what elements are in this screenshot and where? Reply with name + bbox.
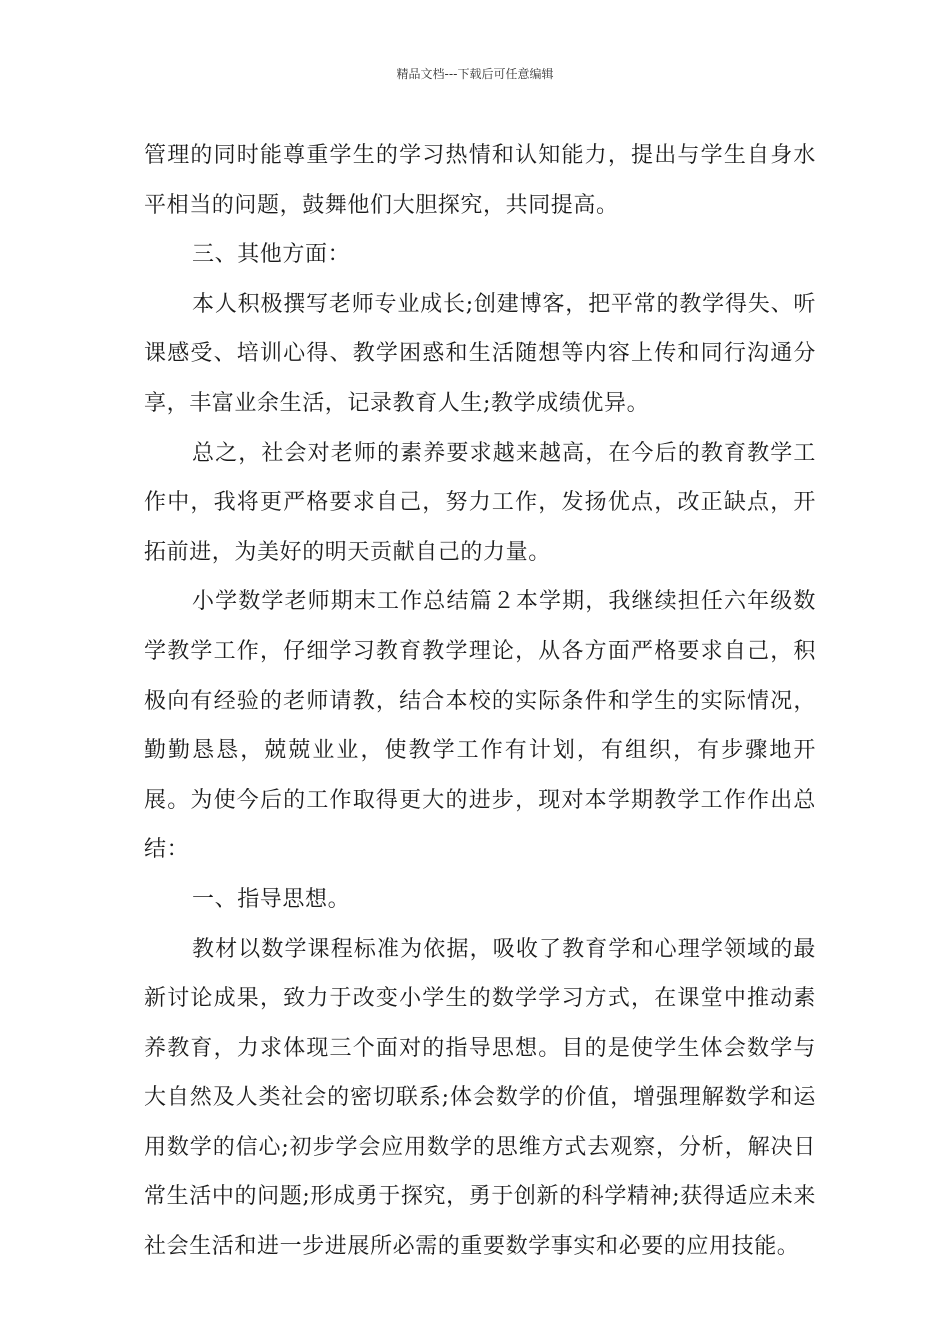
- paragraph-professional-growth: 本人积极撰写老师专业成长;创建博客，把平常的教学得失、听课感受、培训心得、教学困惑和生活随想等内容上传和同行沟通分享，丰富业余生活，记录教育人生;教学成绩优异。: [144, 291, 816, 416]
- paragraph-conclusion: 总之，社会对老师的素养要求越来越高，在今后的教育教学工作中，我将更严格要求自己，努力工作，发扬优点，改正缺点，开拓前进，为美好的明天贡献自己的力量。: [144, 440, 816, 565]
- document-body: [144, 131, 816, 1272]
- paragraph-continuation: 管理的同时能尊重学生的学习热情和认知能力，提出与学生自身水平相当的问题，鼓舞他们大胆探究，共同提高。: [144, 143, 816, 218]
- section-heading-other-aspects: 三、其他方面：: [192, 242, 351, 268]
- paragraph-summary-part-2: 小学数学老师期末工作总结篇２本学期，我继续担任六年级数学教学工作，仔细学习教育教学理论，从各方面严格要求自己，积极向有经验的老师请教，结合本校的实际条件和学生的实际情况，勤勤恳恳，兢兢业业，使教学工作有计划，有组织，有步骤地开展。为使今后的工作取得更大的进步，现对本学期教学工作作出总结：: [144, 589, 816, 863]
- page-header: 精品文档---下载后可任意编辑: [396, 67, 554, 81]
- section-heading-guiding-ideology: 一、指导思想。: [192, 886, 351, 912]
- paragraph-textbook-basis: 教材以数学课程标准为依据，吸收了教育学和心理学领域的最新讨论成果，致力于改变小学生的数学学习方式，在课堂中推动素养教育，力求体现三个面对的指导思想。目的是使学生体会数学与大自然及人类社会的密切联系;体会数学的价值，增强理解数学和运用数学的信心;初步学会应用数学的思维方式去观察，分析，解决日常生活中的问题;形成勇于探究，勇于创新的科学精神;获得适应未来社会生活和进一步进展所必需的重要数学事实和必要的应用技能。: [144, 936, 816, 1260]
